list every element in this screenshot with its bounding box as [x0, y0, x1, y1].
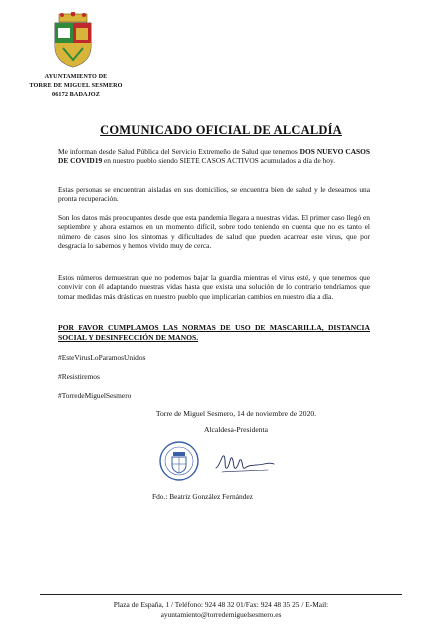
- date-line: Torre de Miguel Sesmero, 14 de noviembre de 2020.: [155, 409, 317, 418]
- rules-notice: POR FAVOR CUMPLAMOS LAS NORMAS DE USO DE MASCARILLA, DISTANCIA SOCIAL Y DESINFECCIÓN DE MANOS.: [58, 323, 370, 342]
- paragraph-1-start: Me informan desde Salud Pública del Servicio Extremeño de Salud que tenemos: [58, 147, 300, 156]
- signer-role: Alcaldesa-Presidenta: [203, 425, 269, 434]
- paragraph-4: Estos números demuestran que no podemos bajar la guardia mientras el virus esté, y que tenemos que convivir con él adaptando nuestras vidas hasta que exista una solución de lo contrario tendríamos que tomar medidas más drásticas en nuestro pueblo que implicarían cambios en nuestro día a día.: [58, 273, 370, 301]
- paragraph-2: Estas personas se encuentran aisladas en sus domicilios, se encuentra bien de salud y le deseamos una pronta recuperación.: [58, 185, 370, 204]
- paragraph-1-end: en nuestro pueblo siendo SIETE CASOS ACTIVOS acumulados a día de hoy.: [102, 156, 336, 166]
- paragraph-1: [58, 147, 370, 166]
- footer-email: ayuntamiento@torredemiguelsesmero.es: [160, 610, 282, 619]
- paragraph-1-highlight: DOS NUEVO CASOS DE COVID19: [58, 147, 371, 166]
- municipality-header: [14, 72, 138, 99]
- hashtag: #EsteVirusLoParamosUnidos: [58, 353, 146, 362]
- paragraph-3: Son los datos más preocupantes desde que esta pandemia llegara a nuestras vidas. El primer caso llegó en septiembre y ahora estamos en un momento difícil, sobre todo teniendo en cuenta que no es tanto el número de casos sino los síntomas y dificultades de salud que pueden acarrear este virus, que por desgracia lo sabemos y hemos vivido muy de cerca.: [58, 213, 370, 251]
- document-title: COMUNICADO OFICIAL DE ALCALDÍA: [100, 123, 342, 137]
- hashtag: #Resistiremos: [58, 372, 100, 381]
- org-line-1: AYUNTAMIENTO DE: [44, 73, 108, 80]
- org-line-2: TORRE DE MIGUEL SESMERO: [29, 82, 123, 89]
- signer-name: Fdo.: Beatriz González Fernández: [152, 492, 253, 501]
- official-seal-icon: [158, 440, 200, 482]
- coat-of-arms-icon: [50, 12, 96, 68]
- org-line-3: 06172 BADAJOZ: [52, 91, 100, 98]
- footer-address: Plaza de España, 1 / Teléfono: 924 48 32 01/Fax: 924 48 35 25 / E-Mail:: [113, 600, 329, 609]
- footer-divider: [40, 594, 402, 595]
- handwritten-signature-icon: [212, 446, 276, 478]
- hashtag: #TorredeMiguelSesmero: [58, 391, 132, 400]
- contact-footer: [0, 600, 442, 620]
